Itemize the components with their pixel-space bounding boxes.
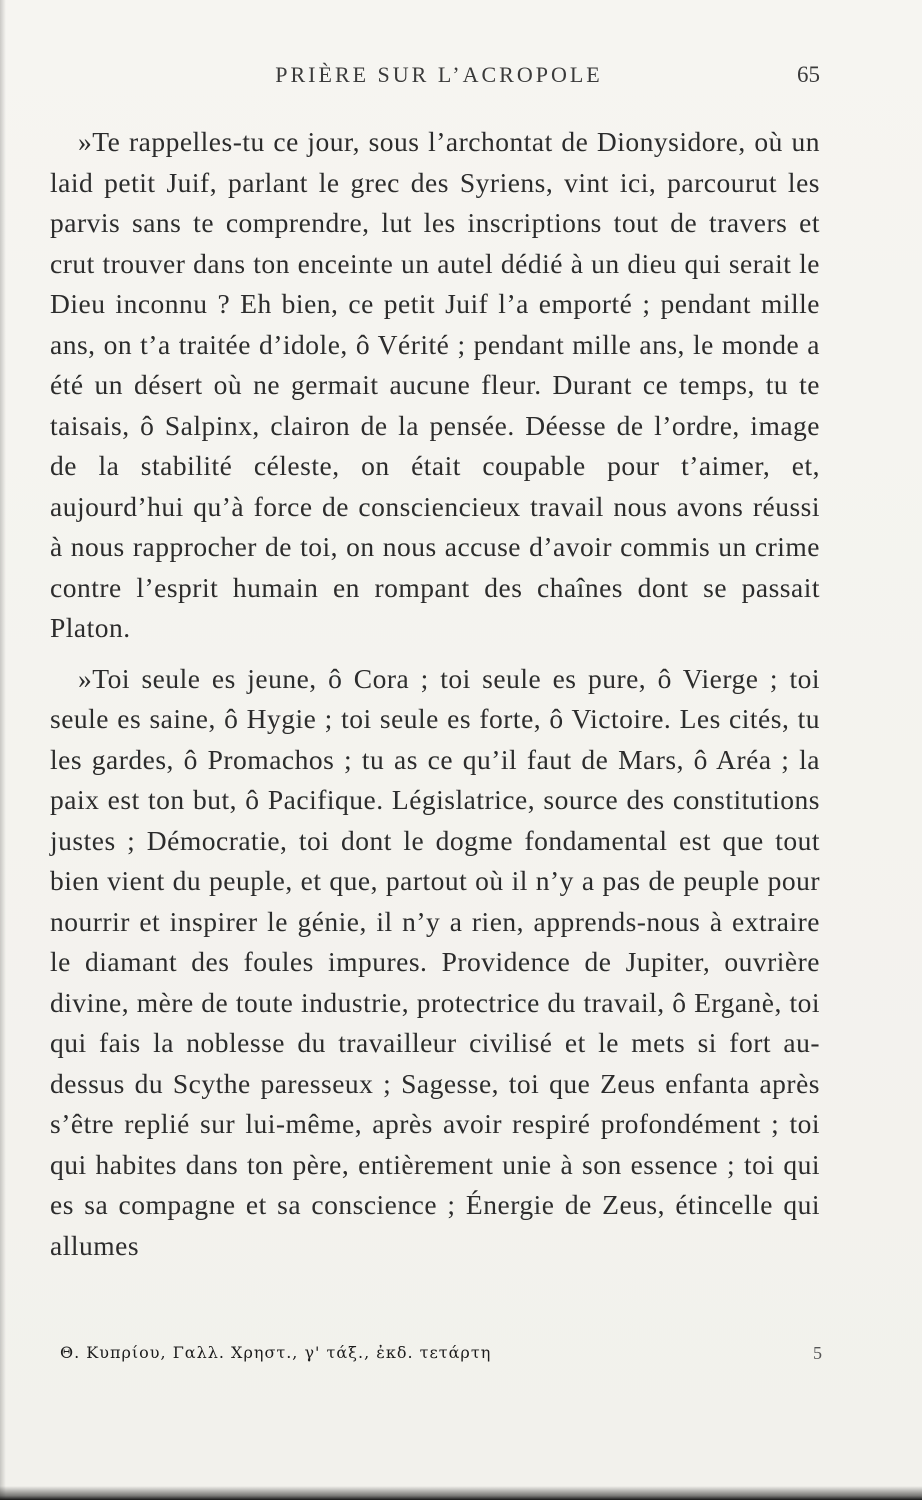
paragraph: »Toi seule es jeune, ô Cora ; toi seule es pure, ô Vierge ; toi seule es saine, ô Hygie ; toi seule es forte, ô Victoire. Les cités, tu les gardes, ô Promachos ; tu as ce qu’il faut de Mars, ô Aréa ; la paix est ton but, ô Pacifique. Législatrice, source des constitutions justes ; Démocratie, toi dont le dogme fondamental est que tout bien vient du peuple, et que, partout où il n’y a pas de peuple pour nourrir et inspirer le génie, il n’y a rien, apprends-nous à extraire le diamant des foules impures. Providence de Jupiter, ouvrière divine, mère de toute industrie, protectrice du travail, ô Erganè, toi qui fais la noblesse du travailleur civilisé et le mets si fort au-dessus du Scythe paresseux ; Sagesse, toi que Zeus enfanta après s’être replié sur lui-même, après avoir respiré profondément ; toi qui habites dans ton père, entièrement unie à son essence ; toi qui es sa compagne et sa conscience ; Énergie de Zeus, étincelle qui allumes: [50, 662, 820, 1261]
signature-mark: 5: [813, 1343, 822, 1363]
page-gutter-shadow: [0, 0, 6, 1500]
page-number: 65: [797, 62, 820, 87]
running-title: PRIÈRE SUR L’ACROPOLE: [275, 62, 603, 87]
printer-imprint: Θ. Κυπρίου, Γαλλ. Χρηστ., γ' τάξ., ἐκδ. τετάρτη: [60, 1343, 492, 1362]
page-footer: [60, 1343, 822, 1373]
paragraph: »Te rappelles-tu ce jour, sous l’archontat de Dionysidore, où un laid petit Juif, parlant le grec des Syriens, vint ici, parcourut les parvis sans te comprendre, lut les inscriptions tout de travers et crut trouver dans ton enceinte un autel dédié à un dieu qui serait le Dieu inconnu ? Eh bien, ce petit Juif l’a emporté ; pendant mille ans, on t’a traitée d’idole, ô Vérité ; pendant mille ans, le monde a été un désert où ne germait aucune fleur. Durant ce temps, tu te taisais, ô Salpinx, clairon de la pensée. Déesse de l’ordre, image de la stabilité céleste, on était coupable pour t’aimer, et, aujourd’hui qu’à force de consciencieux travail nous avons réussi à nous rapprocher de toi, on nous accuse d’avoir commis un crime contre l’esprit humain en rompant des chaînes dont se passait Platon.: [50, 126, 820, 643]
page-bottom-edge: [0, 1486, 922, 1500]
body-text: [50, 122, 820, 1266]
page-header: [58, 62, 820, 102]
